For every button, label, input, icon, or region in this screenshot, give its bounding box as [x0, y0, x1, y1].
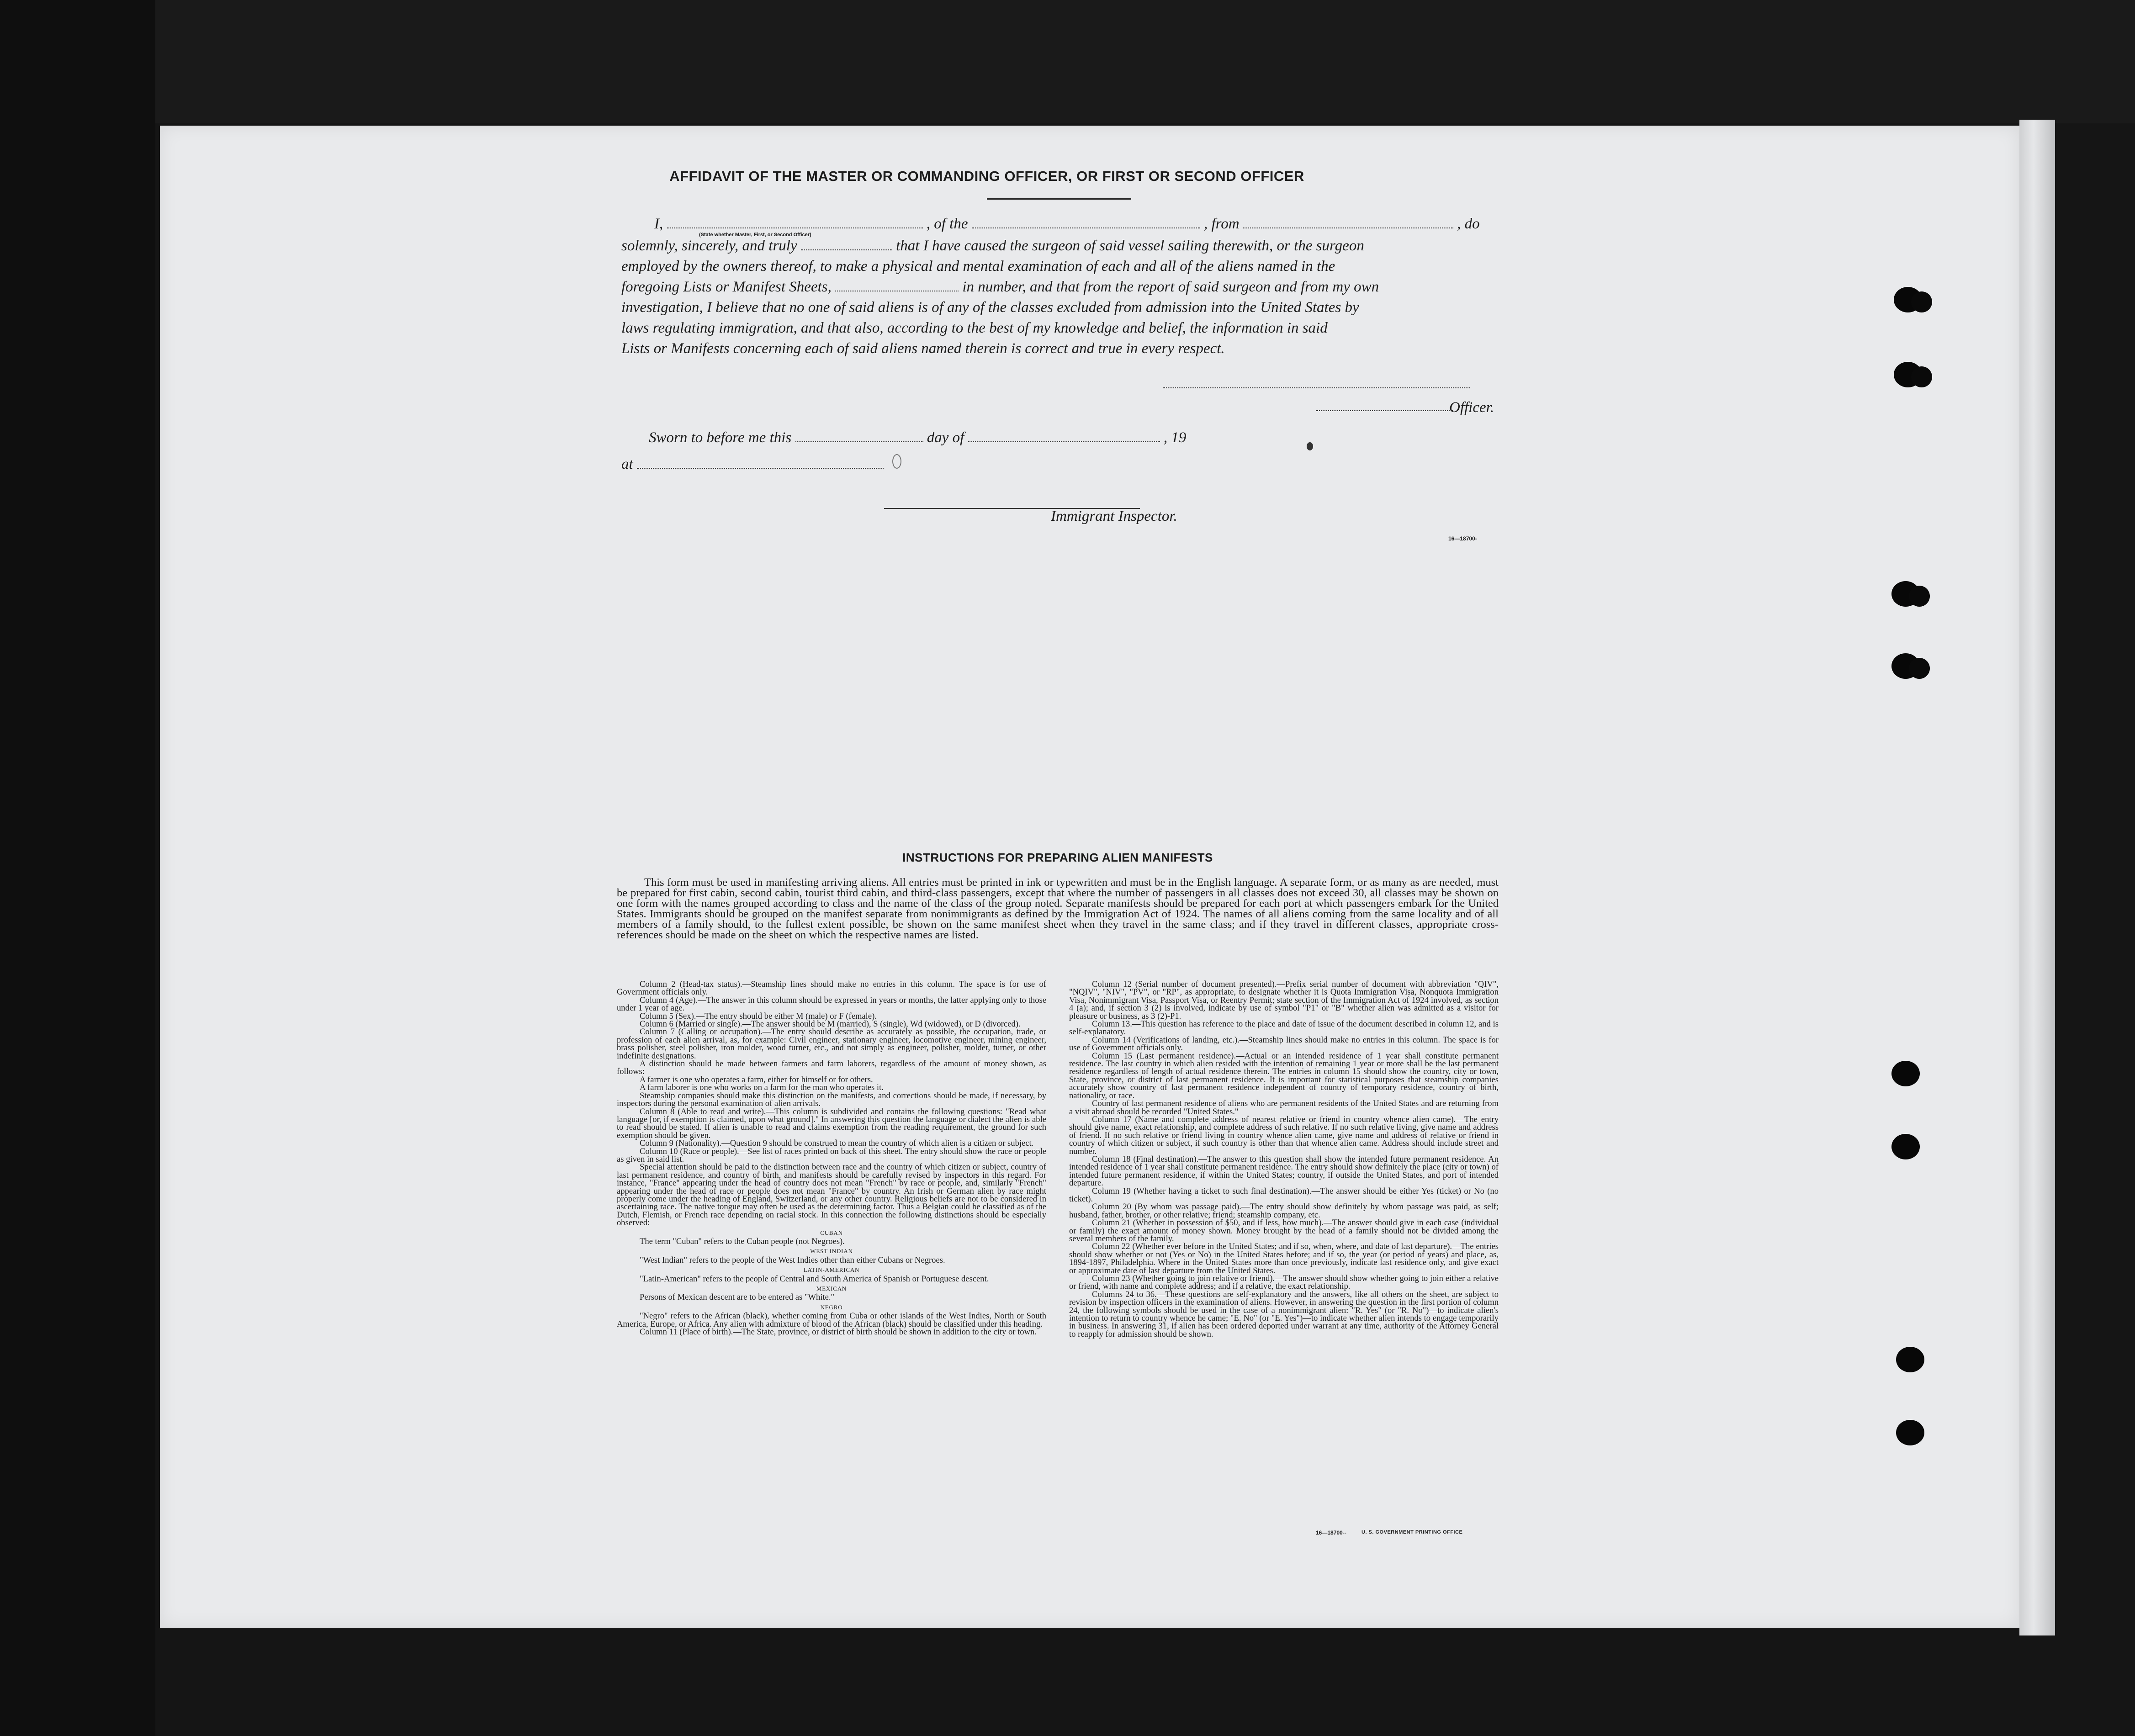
label-sworn: Sworn to before me this	[649, 429, 792, 446]
instruction-col14: Column 14 (Verifications of landing, etc.).—Steamship lines should make no entries in this column. The space is for use of Government officials only.	[1069, 1035, 1499, 1053]
instruction-farmer-def: A farmer is one who operates a farm, either for himself or for others.	[640, 1074, 873, 1085]
at-line	[621, 456, 1508, 473]
punch-hole-icon	[1894, 287, 1922, 312]
punch-hole-icon	[1896, 1420, 1924, 1445]
sworn-line	[621, 429, 1508, 446]
instruction-col12: Column 12 (Serial number of document presented).—Prefix serial number of document with abbreviation "QIV", "NQIV", "NIV", "PV", or "RP", as appropriate, to designate whether it is Quota Immigration Visa, Nonquota Immigration Visa, Nonimmigrant Visa, Passport Visa, or Reentry Permit; state section of the Immigration Act of 1924 involved, as section 4 (a); and, if section 3 (2) is involved, indicate by use of symbol "P1" or "B" whether alien was admitted as a visitor for pleasure or business, as 3 (2)-P1.	[1069, 979, 1499, 1021]
instruction-col19: Column 19 (Whether having a ticket to such final destination).—The answer should be either Yes (ticket) or No (no ticket).	[1069, 1186, 1499, 1204]
instruction-col24-36: Columns 24 to 36.—These questions are self-explanatory and the answers, like all others on the sheet, are subject to revision by inspection officers in the examination of aliens. However, in answering the question in the first portion of column 24, the following symbols should be used in the case of a nonimmigrant alien: "R. Yes" (or "R. No")—to indicate alien's intention to return to country whence he came; "E. No" (or "E. Yes")—to indicate whether alien intends to engage temporarily in business. In answering 31, if alien has been ordered deported under warrant at any time, authority of the Attorney General to reapply for admission should be shown.	[1069, 1289, 1499, 1339]
affidavit-line-1	[621, 216, 1508, 233]
instruction-us-residents: Country of last permanent residence of aliens who are permanent residents of the United States and are returning from a visit abroad should be recorded "United States."	[1069, 1099, 1499, 1117]
punch-hole-icon	[1896, 1347, 1924, 1372]
binding-strip	[2019, 120, 2055, 1635]
rank-field-note: (State whether Master, First, or Second Officer)	[699, 232, 811, 238]
officer-signature-line[interactable]	[1163, 387, 1470, 388]
instruction-col22: Column 22 (Whether ever before in the United States; and if so, when, where, and date of last departure).—The entries should show whether or not (Yes or No) in the United States before; and if so, the year (or period of years) and place, as, 1894-1897, Philadelphia. Where in the United States more than once previously, indicate last residence only, and give exact or approximate date of last departure from the United States.	[1069, 1242, 1499, 1276]
punch-hole-icon	[1891, 653, 1920, 679]
heading-negro: NEGRO	[820, 1303, 843, 1311]
form-code: 16—18700‐	[1448, 535, 1477, 542]
label-foregoing-lists: foregoing Lists or Manifest Sheets,	[621, 279, 832, 295]
affidavit-line-3: employed by the owners thereof, to make a physical and mental examination of each and all of the aliens named in the	[621, 258, 1335, 275]
instruction-col6: Column 6 (Married or single).—The answer should be M (married), S (single), Wd (widowed), or D (divorced).	[640, 1019, 1021, 1029]
sworn-place-field[interactable]	[637, 468, 884, 469]
sworn-month-field[interactable]	[968, 441, 1160, 442]
affidavit-line-4	[621, 279, 1508, 296]
punch-hole-icon	[1891, 1061, 1920, 1086]
affidavit-line-7: Lists or Manifests concerning each of said aliens named therein is correct and true in every respect.	[621, 340, 1225, 357]
instruction-steamship-distinction: Steamship companies should make this distinction on the manifests, and corrections should be made, if necessary, by inspectors during the personal examination of alien arrivals.	[617, 1090, 1046, 1109]
instruction-col4: Column 4 (Age).—The answer in this column should be expressed in years or months, the latter applying only to those under 1 year of age.	[617, 995, 1046, 1013]
scan-border-left	[0, 0, 155, 1736]
instruction-col8: Column 8 (Able to read and write).—This column is subdivided and contains the following questions: "Read what language [or, if exemption is claimed, upon what ground]." In answering this question the language or dialect the alien is able to read should be stated. If alien is unable to read and claims exemption from the reading requirement, the ground for such exemption should be given.	[617, 1106, 1046, 1140]
title-underline	[987, 198, 1131, 200]
label-do: , do	[1457, 216, 1480, 232]
instruction-col5: Column 5 (Sex).—The entry should be either M (male) or F (female).	[640, 1011, 877, 1021]
ink-mark	[892, 454, 901, 469]
text-west-indian: "West Indian" refers to the people of the West Indies other than either Cubans or Negroes.	[640, 1255, 945, 1265]
text-latin-american: "Latin-American" refers to the people of Central and South America of Spanish or Portuguese descent.	[640, 1274, 989, 1284]
instruction-col15: Column 15 (Last permanent residence).—Actual or an intended residence of 1 year shall constitute permanent residence. The last country in which alien resided with the intention of remaining 1 year or more shall be the last permanent residence regardless of length of actual residence therein. The entries in column 15 should show the country, city or town, State, province, or district of last permanent residence. It is important for statistical purposes that steamship companies accurately show country of last permanent residence independent of country of temporary residence, country of birth, nationality, or race.	[1069, 1051, 1499, 1101]
printer-imprint: U. S. GOVERNMENT PRINTING OFFICE	[1362, 1530, 1463, 1535]
text-mexican: Persons of Mexican descent are to be entered as "White."	[640, 1292, 835, 1302]
instruction-col20: Column 20 (By whom was passage paid).—The entry should show definitely by whom passage was paid, as self; husband, father, brother, or other relative; friend; steamship company, etc.	[1069, 1202, 1499, 1220]
label-year: , 19	[1163, 429, 1187, 446]
instruction-col18: Column 18 (Final destination).—The answer to this question shall show the intended future permanent residence. An intended residence of 1 year shall constitute permanent residence. The entry should show definitely the place (city or town) of intended future permanent residence, if within the United States; country, if outside the United States, and port of intended departure.	[1069, 1154, 1499, 1188]
affidavit-title: AFFIDAVIT OF THE MASTER OR COMMANDING OFFICER, OR FIRST OR SECOND OFFICER	[669, 168, 1304, 184]
affidavit-line-5: investigation, I believe that no one of said aliens is of any of the classes excluded from admission into the United States by	[621, 299, 1359, 316]
instruction-col17: Column 17 (Name and complete address of nearest relative or friend in country whence alien came).—The entry should give name, exact relationship, and complete address of such relative. If no such relative living, give name and address of friend. If no such relative or friend living in country whence alien came, give name and address of relative or friend in country of which citizen or subject, if such country is other than that whence alien came. Address should include street and number.	[1069, 1114, 1499, 1156]
text-cuban: The term "Cuban" refers to the Cuban people (not Negroes).	[640, 1237, 845, 1246]
form-code-bottom: 16—18700‐‐	[1316, 1530, 1346, 1536]
instructions-intro: This form must be used in manifesting arriving aliens. All entries must be printed in ink or typewritten and must be in the English language. A separate form, or as many as are needed, must be prepared for first cabin, second cabin, tourist third cabin, and third-class passengers, except that where the number of passengers in all classes does not exceed 30, all classes may be shown on one form with the names grouped according to class and the name of the class of the group noted. Separate manifests should be prepared for each port at which passengers embark for the United States. Immigrants should be grouped on the manifest separate from nonimmigrants as defined by the Immigration Act of 1924. The names of all aliens coming from the same locality and of all members of a family should, to the fullest extent possible, be shown on the same manifest sheet when they travel in the same class; and if they travel in different classes, appropriate cross-references should be made on the sheet on which the respective names are listed.	[617, 876, 1499, 941]
inspector-label: Immigrant Inspector.	[1051, 508, 1177, 524]
heading-mexican: MEXICAN	[816, 1285, 847, 1292]
heading-cuban: CUBAN	[820, 1229, 843, 1236]
label-of-the: , of the	[926, 216, 968, 232]
instruction-col2: Column 2 (Head-tax status).—Steamship lines should make no entries in this column. The space is for use of Government officials only.	[617, 979, 1046, 997]
affidavit-line-2	[621, 238, 1508, 254]
instruction-race-note: Special attention should be paid to the distinction between race and the country of which citizen or subject, country of last permanent residence, and country of birth, and manifests should be carefully revised by inspectors in this regard. For instance, "France" appearing under the head of country does not mean "French" by race or people, and, similarly "French" appearing under the head of race or people does not mean "France" by country. An Irish or German alien by race might properly come under the heading of England, Switzerland, or any other country. Religious beliefs are not to be considered in ascertaining race. The native tongue may often be used as the determining factor. Thus a Belgian could be classified as of the Dutch, Flemish, or French race depending on racial stock. In this connection the following distinctions should be especially observed:	[617, 1162, 1046, 1228]
instructions-left-column	[617, 980, 1046, 1336]
instruction-col23: Column 23 (Whether going to join relative or friend).—The answer should show whether going to join either a relative or friend, with name and complete address; and if a relative, the exact relationship.	[1069, 1274, 1499, 1291]
instruction-col11: Column 11 (Place of birth).—The State, province, or district of birth should be shown in addition to the city or town.	[640, 1327, 1037, 1337]
affidavit-text-4: in number, and that from the report of said surgeon and from my own	[962, 279, 1379, 295]
label-i: I,	[654, 216, 663, 232]
instruction-col7: Column 7 (Calling or occupation).—The entry should describe as accurately as possible, the occupation, trade, or profession of each alien arrival, as, for example: Civil engineer, stationary engineer, locomotive engineer, mining engineer, brass polisher, steel polisher, iron molder, wood turner, etc., and not simply as engineer, polisher, molder, turner, or other indefinite designations.	[617, 1027, 1046, 1061]
scan-border-top	[0, 0, 2135, 123]
text-negro: "Negro" refers to the African (black), whether coming from Cuba or other islands of the West Indies, North or South America, Europe, or Africa. Any alien with admixture of blood of the African (black) should be classified under this heading.	[617, 1311, 1046, 1329]
declaration-field[interactable]	[801, 249, 892, 250]
instruction-farmers: A distinction should be made between farmers and farm laborers, regardless of the amount of money shown, as follows:	[617, 1059, 1046, 1077]
label-from: , from	[1203, 216, 1240, 232]
label-day-of: day of	[927, 429, 964, 446]
instruction-farm-laborer-def: A farm laborer is one who works on a farm for the man who operates it.	[640, 1083, 884, 1093]
heading-latin-american: LATIN-AMERICAN	[803, 1266, 860, 1274]
ink-mark	[1307, 442, 1313, 450]
instruction-col21: Column 21 (Whether in possession of $50, and if less, how much).—The answer should give in each case (individual or family) the exact amount of money shown. Money brought by the head of a family should not be divided among the several members of the family.	[1069, 1218, 1499, 1244]
officer-label: Officer.	[1449, 399, 1494, 416]
heading-west-indian: WEST INDIAN	[810, 1248, 853, 1255]
label-at: at	[621, 456, 633, 472]
officer-title-line[interactable]	[1316, 410, 1453, 411]
instruction-col10: Column 10 (Race or people).—See list of races printed on back of this sheet. The entry should show the race or people as given in said list.	[617, 1146, 1046, 1164]
sworn-day-field[interactable]	[795, 441, 923, 442]
punch-hole-icon	[1891, 1134, 1920, 1159]
instruction-col13: Column 13.—This question has reference to the place and date of issue of the document described in column 12, and is self-explanatory.	[1069, 1019, 1499, 1037]
instructions-right-column	[1069, 980, 1499, 1338]
affidavit-text-2: that I have caused the surgeon of said vessel sailing therewith, or the surgeon	[896, 238, 1364, 254]
instruction-col9: Column 9 (Nationality).—Question 9 should be construed to mean the country of which alien is a citizen or subject.	[640, 1138, 1034, 1149]
label-solemnly: solemnly, sincerely, and truly	[621, 238, 797, 254]
punch-hole-icon	[1894, 362, 1922, 387]
affidavit-line-6: laws regulating immigration, and that also, according to the best of my knowledge and belief, the information in said	[621, 320, 1328, 336]
punch-hole-icon	[1891, 581, 1920, 607]
instructions-title: INSTRUCTIONS FOR PREPARING ALIEN MANIFESTS	[902, 851, 1213, 864]
